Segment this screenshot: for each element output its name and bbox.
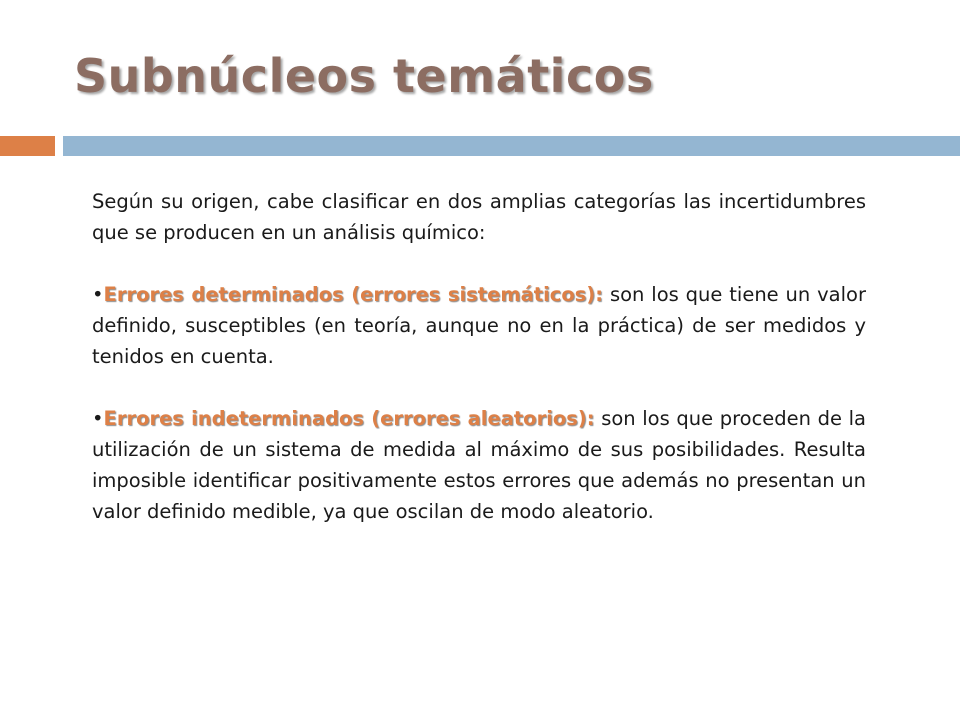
- intro-paragraph: Según su origen, cabe clasificar en dos amplias categorías las incertidumbres que se producen en un análisis químico:: [92, 190, 866, 244]
- list-item: [92, 403, 866, 527]
- bullet-icon: •: [92, 407, 104, 430]
- item-term: Errores indeterminados (errores aleatorios):: [103, 407, 595, 430]
- item-description: son los que tiene un valor definido, susceptibles (en teoría, aunque no en la práctica) de ser medidos y tenidos en cuenta.: [92, 283, 866, 368]
- slide-body: [92, 186, 866, 558]
- bullet-icon: •: [92, 283, 104, 306]
- title-rule-accent: [0, 136, 55, 156]
- slide-title: Subnúcleos temáticos: [74, 49, 654, 103]
- list-item: [92, 279, 866, 372]
- title-rule-bar: [63, 136, 960, 156]
- item-term: Errores determinados (errores sistemáticos):: [103, 283, 604, 306]
- item-description: son los que proceden de la utilización de un sistema de medida al máximo de sus posibilidades. Resulta imposible identificar positivamente estos errores que además no presentan un valor definido medible, ya que oscilan de modo aleatorio.: [92, 407, 866, 523]
